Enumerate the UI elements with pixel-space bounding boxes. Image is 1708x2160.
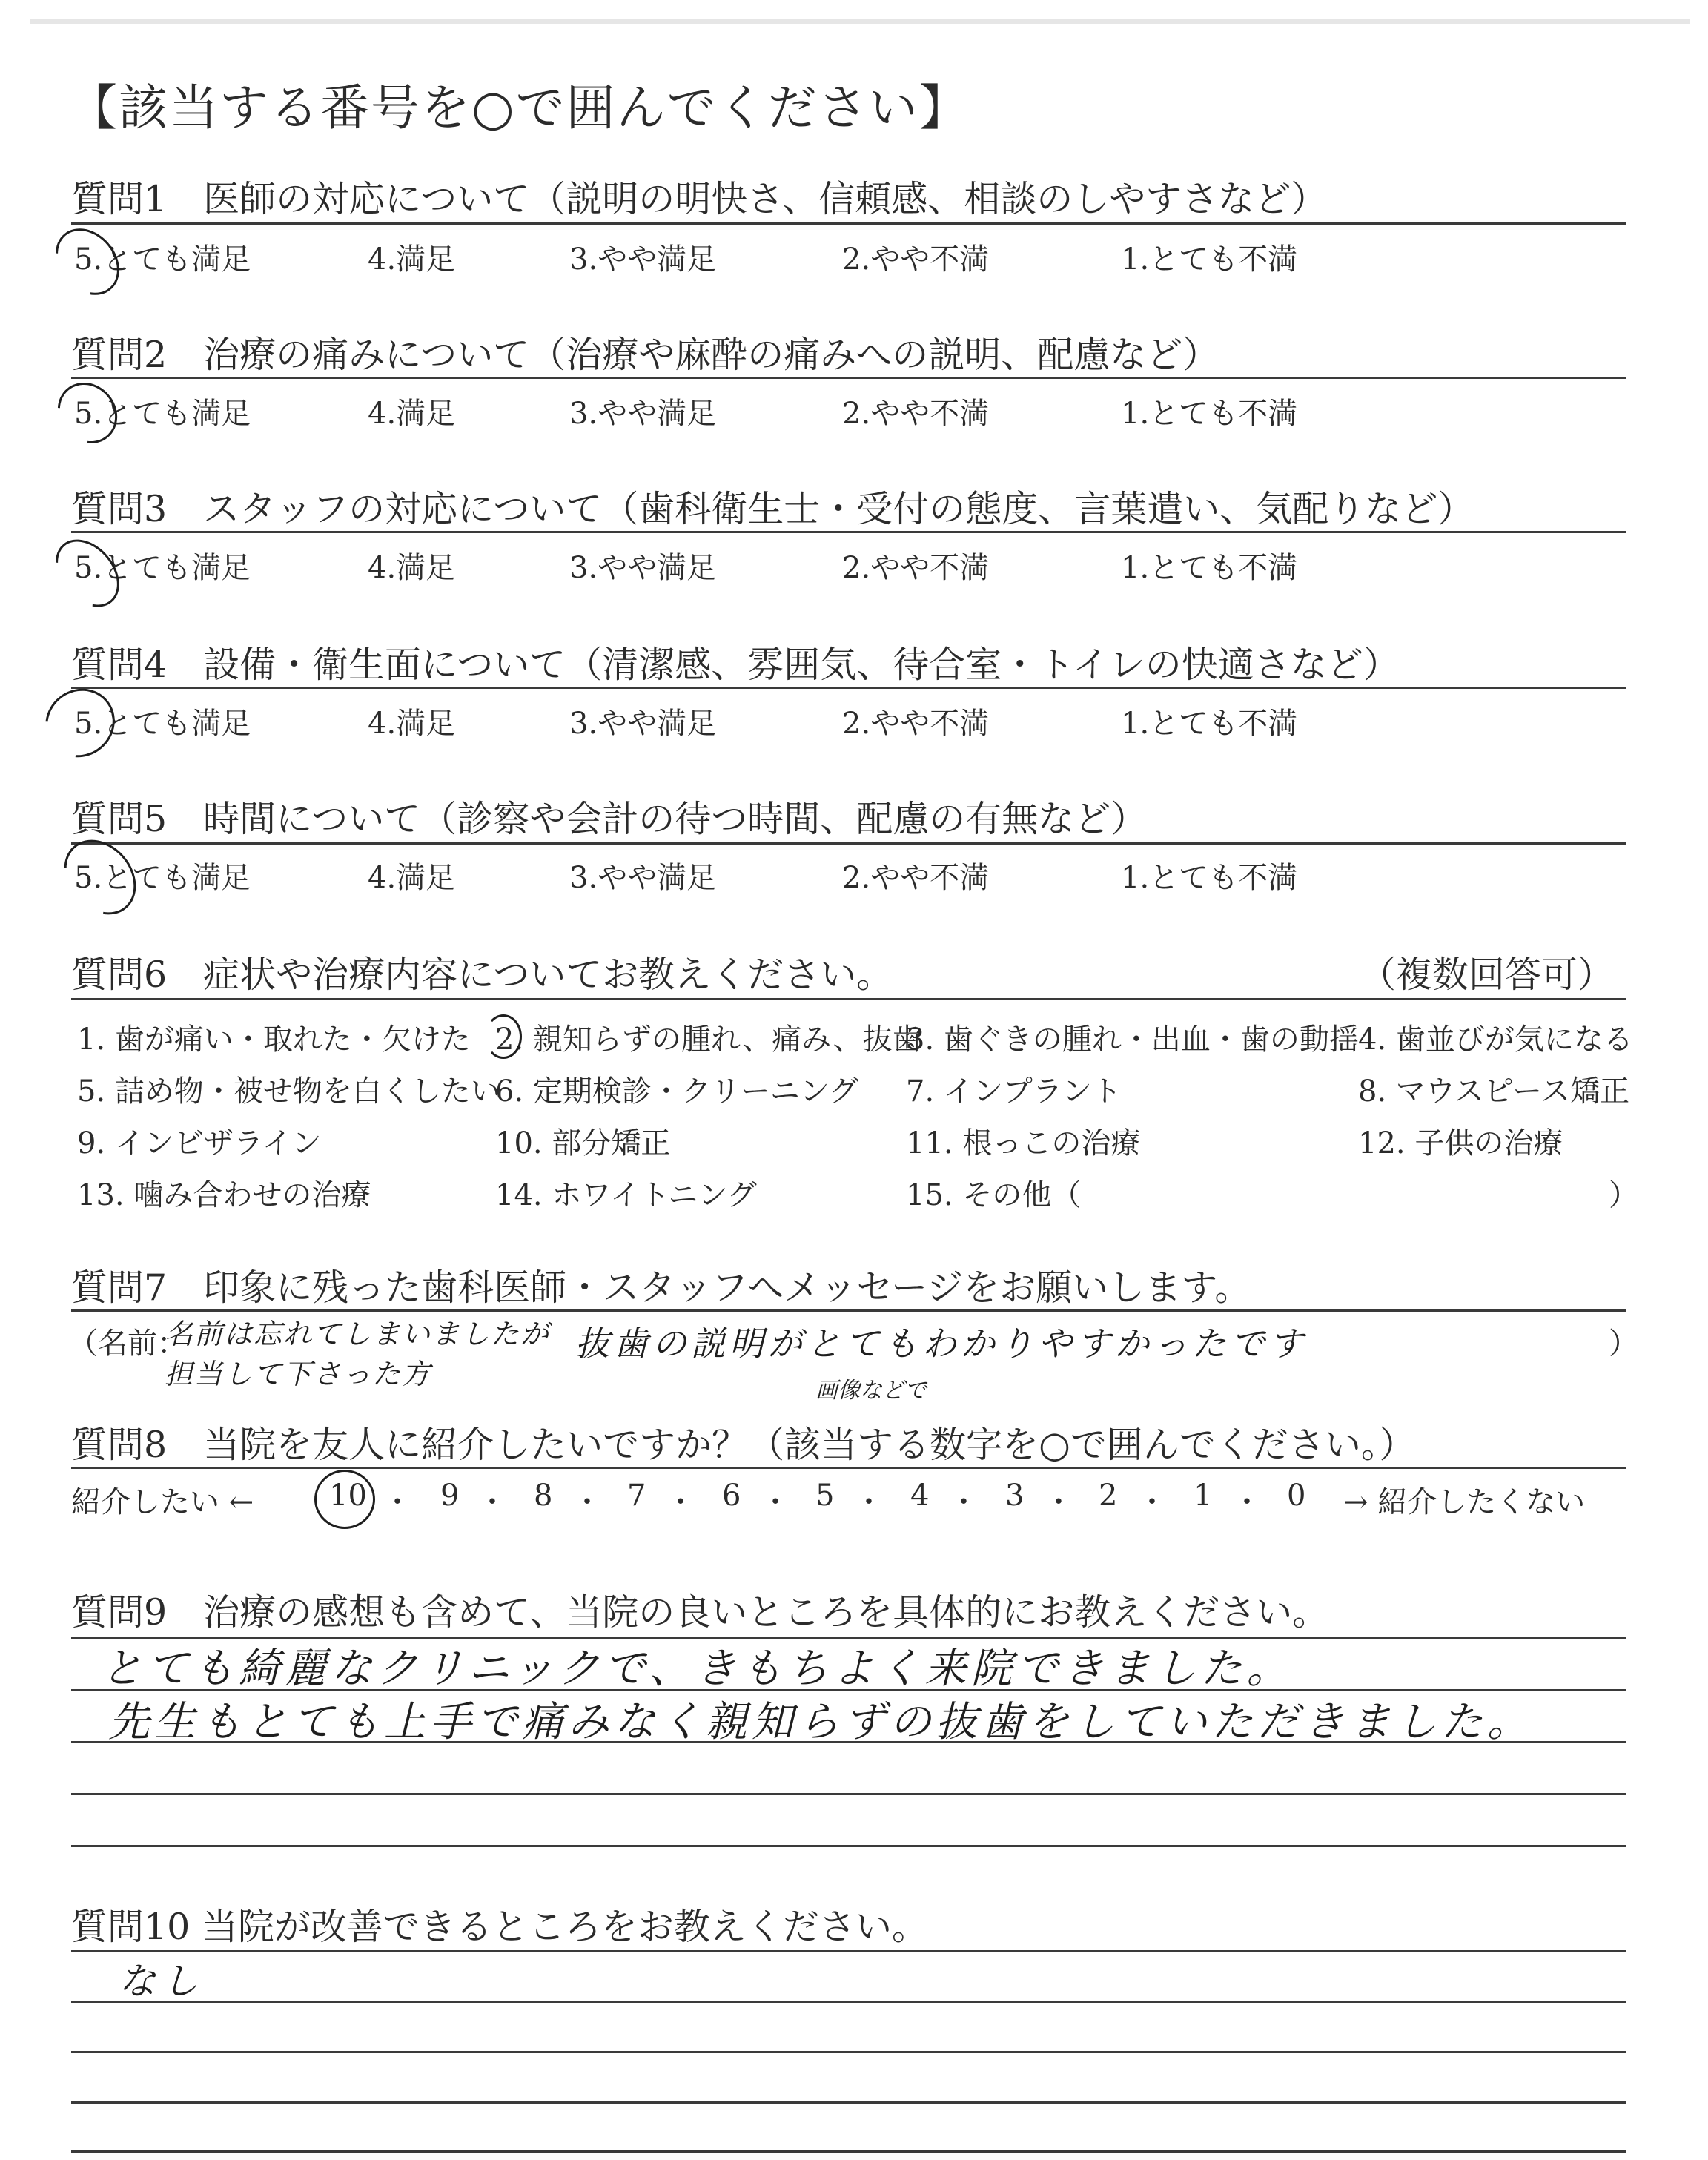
rule-q10-3	[71, 2051, 1626, 2053]
rule-q4	[71, 687, 1626, 689]
q2-option-1[interactable]: 1.とても不満	[1121, 397, 1298, 431]
q8-separator: ・	[1044, 1485, 1073, 1519]
q6-option-5[interactable]: 5. 詰め物・被せ物を白くしたい	[77, 1074, 500, 1109]
q8-separator: ・	[761, 1485, 790, 1519]
q2-option-5[interactable]: 5.とても満足	[74, 397, 251, 431]
q8-left-label: 紹介したい ←	[71, 1485, 254, 1519]
q9-handwritten-line-1[interactable]: とても綺麗なクリニックで、きもちよく来院できました。	[101, 1645, 1293, 1693]
q5-option-4[interactable]: 4.満足	[368, 861, 456, 895]
scan-edge	[30, 19, 1690, 24]
q6-option-14[interactable]: 14. ホワイトニング	[495, 1178, 757, 1212]
question-3: 質問3 スタッフの対応について（歯科衛生士・受付の態度、言葉遣い、気配りなど）	[71, 488, 1474, 530]
question-4: 質問4 設備・衛生面について（清潔感、雰囲気、待合室・トイレの快適さなど）	[71, 644, 1400, 686]
q5-option-2[interactable]: 2.やや不満	[842, 861, 990, 895]
question-10: 質問10 当院が改善できるところをお教えください。	[71, 1906, 928, 1948]
rule-q1	[71, 222, 1626, 225]
question-1: 質問1 医師の対応について（説明の明快さ、信頼感、相談のしやすさなど）	[71, 178, 1328, 220]
q8-score-7[interactable]: 7	[627, 1479, 646, 1513]
q7-close-paren: ）	[1609, 1327, 1638, 1361]
rule-q3	[71, 531, 1626, 533]
q8-separator: ・	[572, 1485, 602, 1519]
q3-option-4[interactable]: 4.満足	[368, 551, 456, 585]
q1-option-2[interactable]: 2.やや不満	[842, 242, 990, 277]
rule-q10-2	[71, 2001, 1626, 2003]
q6-option-3[interactable]: 3. 歯ぐきの腫れ・出血・歯の動揺	[906, 1023, 1359, 1057]
question-8: 質問8 当院を友人に紹介したいですか？（該当する数字を○で囲んでください。）	[71, 1424, 1416, 1466]
question-5: 質問5 時間について（診察や会計の待つ時間、配慮の有無など）	[71, 798, 1148, 840]
q1-option-4[interactable]: 4.満足	[368, 242, 456, 277]
q2-option-3[interactable]: 3.やや満足	[569, 397, 717, 431]
q7-handwritten-message[interactable]: 抜歯の説明がとてもわかりやすかったです	[575, 1324, 1308, 1364]
q6-option-12[interactable]: 12. 子供の治療	[1358, 1126, 1563, 1160]
q6-option-10[interactable]: 10. 部分矯正	[495, 1126, 671, 1160]
q8-separator: ・	[1137, 1485, 1167, 1519]
q8-separator: ・	[949, 1485, 979, 1519]
q3-option-3[interactable]: 3.やや満足	[569, 551, 717, 585]
q5-option-5[interactable]: 5.とても満足	[74, 861, 251, 895]
q6-option-2[interactable]: 2. 親知らずの腫れ、痛み、抜歯	[495, 1023, 922, 1057]
q6-option-7[interactable]: 7. インプラント	[906, 1074, 1122, 1109]
q7-handwritten-insert: 画像などで	[815, 1378, 927, 1404]
rule-q8	[71, 1467, 1626, 1469]
q8-score-4[interactable]: 4	[910, 1479, 930, 1513]
rule-q9-4	[71, 1793, 1626, 1795]
q5-option-1[interactable]: 1.とても不満	[1121, 861, 1298, 895]
q8-score-1[interactable]: 1	[1194, 1479, 1213, 1513]
question-7: 質問7 印象に残った歯科医師・スタッフへメッセージをお願いします。	[71, 1266, 1251, 1309]
q8-score-5[interactable]: 5	[815, 1479, 835, 1513]
q4-option-4[interactable]: 4.満足	[368, 707, 456, 741]
q6-option-8[interactable]: 8. マウスピース矯正	[1358, 1074, 1630, 1109]
q8-separator: ・	[666, 1485, 695, 1519]
rule-q7	[71, 1309, 1626, 1312]
q8-separator: ・	[1232, 1485, 1262, 1519]
q10-handwritten-answer[interactable]: なし	[119, 1960, 205, 2003]
q8-score-3[interactable]: 3	[1005, 1479, 1025, 1513]
question-9: 質問9 治療の感想も含めて、当院の良いところを具体的にお教えください。	[71, 1591, 1329, 1634]
q8-score-2[interactable]: 2	[1099, 1479, 1118, 1513]
q8-score-10[interactable]: 10	[329, 1479, 367, 1513]
rule-q10-5	[71, 2150, 1626, 2153]
q2-option-4[interactable]: 4.満足	[368, 397, 456, 431]
q9-handwritten-line-2[interactable]: 先生もとても上手で痛みなく親知らずの抜歯をしていただきました。	[108, 1698, 1533, 1746]
q8-separator: ・	[477, 1485, 507, 1519]
q6-option-6[interactable]: 6. 定期検診・クリーニング	[495, 1074, 859, 1109]
rule-q5	[71, 842, 1626, 845]
q6-circle-mark	[485, 1014, 522, 1059]
q8-separator: ・	[383, 1485, 412, 1519]
q1-option-3[interactable]: 3.やや満足	[569, 242, 717, 277]
q8-score-9[interactable]: 9	[440, 1479, 460, 1513]
q8-right-label: → 紹介したくない	[1343, 1485, 1586, 1519]
q8-score-0[interactable]: 0	[1287, 1479, 1306, 1513]
rule-q6	[71, 998, 1626, 1000]
q4-option-3[interactable]: 3.やや満足	[569, 707, 717, 741]
rule-q10-4	[71, 2101, 1626, 2104]
q4-circle-mark	[31, 675, 128, 772]
q1-option-5[interactable]: 5.とても満足	[74, 242, 251, 277]
page-title: 【該当する番号を○で囲んでください】	[68, 79, 970, 136]
q7-handwritten-name[interactable]: 名前は忘れてしまいましたが担当して下さった方	[165, 1318, 551, 1390]
q6-option-4[interactable]: 4. 歯並びが気になる	[1358, 1023, 1633, 1057]
question-6: 質問6 症状や治療内容についてお教えください。	[71, 954, 893, 996]
q8-separator: ・	[854, 1485, 884, 1519]
q6-option-9[interactable]: 9. インビザライン	[77, 1126, 322, 1160]
rule-q2	[71, 377, 1626, 379]
q4-option-1[interactable]: 1.とても不満	[1121, 707, 1298, 741]
q4-option-2[interactable]: 2.やや不満	[842, 707, 990, 741]
q4-option-5[interactable]: 5.とても満足	[74, 707, 251, 741]
q8-score-6[interactable]: 6	[722, 1479, 741, 1513]
q6-option-13[interactable]: 13. 噛み合わせの治療	[77, 1178, 371, 1212]
q6-option-15-close: ）	[1609, 1178, 1638, 1212]
q2-option-2[interactable]: 2.やや不満	[842, 397, 990, 431]
q2-circle-mark	[45, 371, 129, 456]
q6-option-15[interactable]: 15. その他（	[906, 1178, 1082, 1212]
question-6-note: （複数回答可）	[1360, 954, 1615, 996]
q8-circle-mark	[314, 1470, 375, 1529]
question-2: 質問2 治療の痛みについて（治療や麻酔の痛みへの説明、配慮など）	[71, 334, 1219, 376]
rule-q9-5	[71, 1845, 1626, 1847]
q6-option-1[interactable]: 1. 歯が痛い・取れた・欠けた	[77, 1023, 471, 1057]
q6-option-11[interactable]: 11. 根っこの治療	[906, 1126, 1141, 1160]
q3-option-2[interactable]: 2.やや不満	[842, 551, 990, 585]
q3-option-1[interactable]: 1.とても不満	[1121, 551, 1298, 585]
q1-option-1[interactable]: 1.とても不満	[1121, 242, 1298, 277]
q5-option-3[interactable]: 3.やや満足	[569, 861, 717, 895]
q8-score-8[interactable]: 8	[534, 1479, 553, 1513]
q7-name-label: （名前：	[68, 1327, 187, 1361]
rule-q10-1	[71, 1950, 1626, 1952]
q3-option-5[interactable]: 5.とても満足	[74, 551, 251, 585]
